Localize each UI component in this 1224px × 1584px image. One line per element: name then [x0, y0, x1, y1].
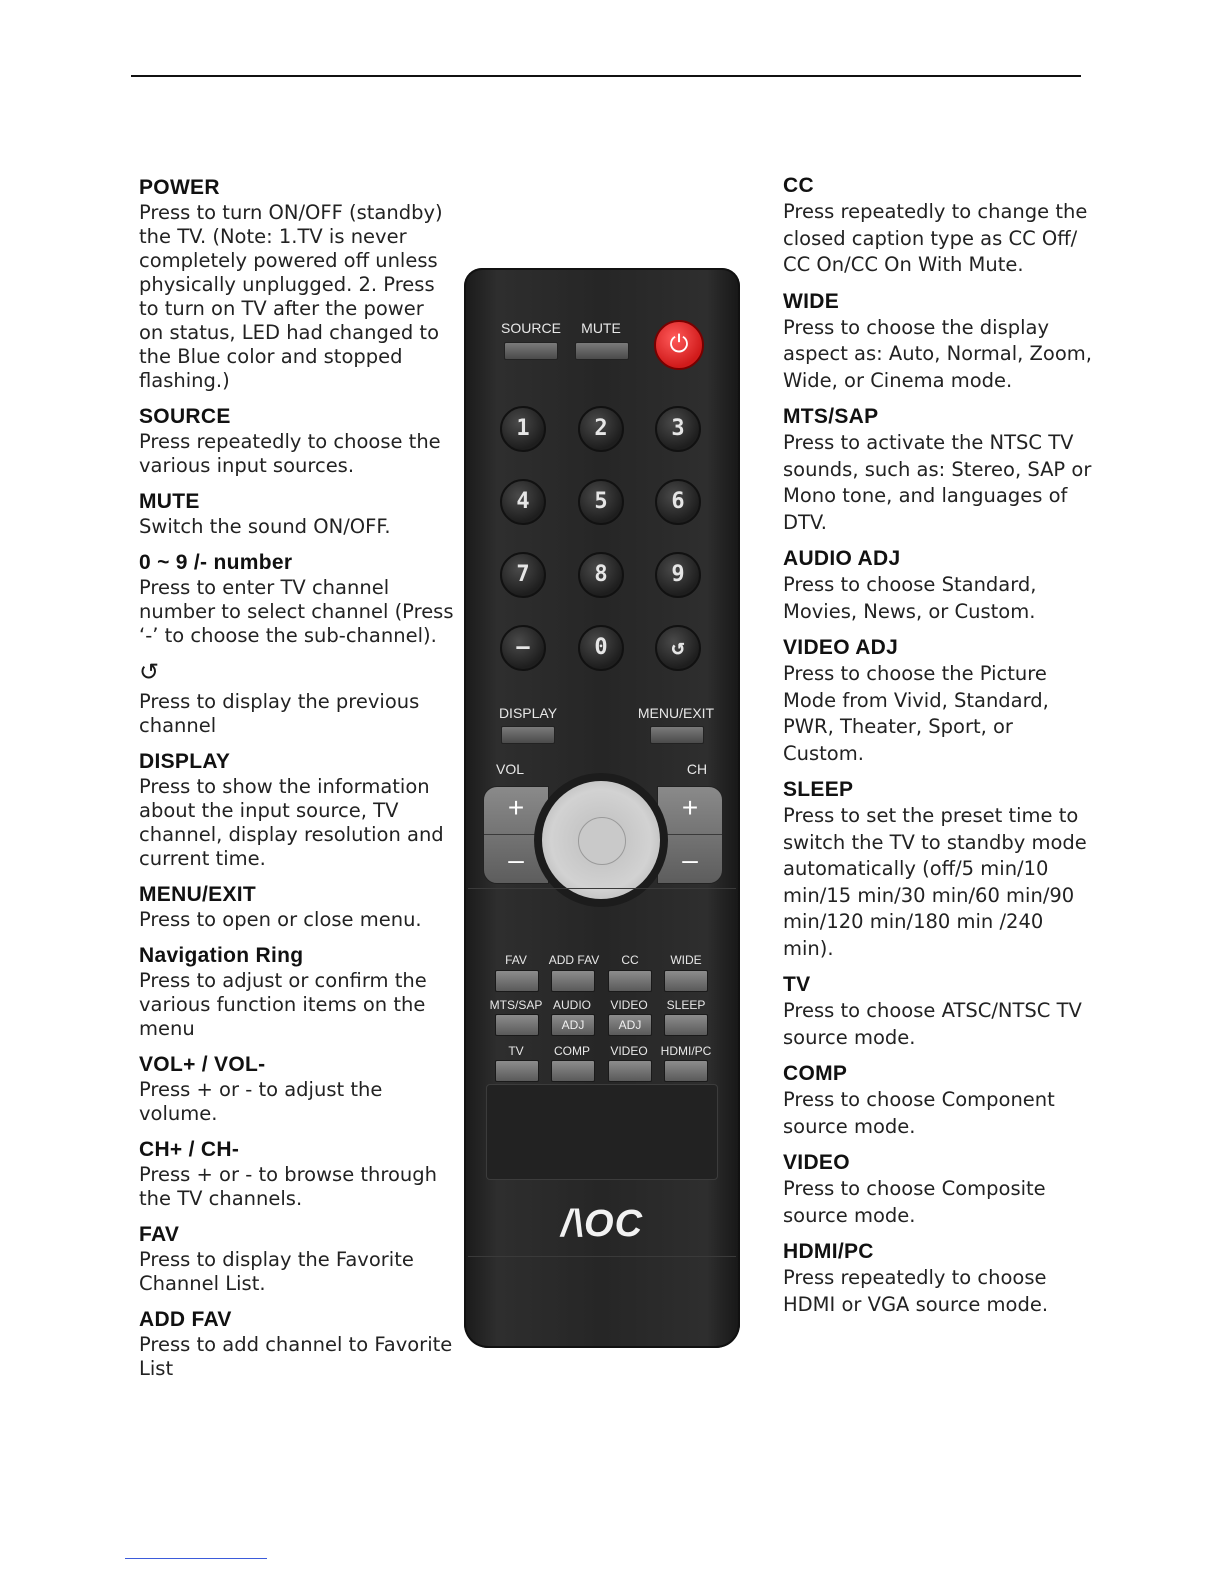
entry-title: COMP [783, 1062, 848, 1085]
remote-label-source: SOURCE [501, 320, 561, 336]
remote-label-mute: MUTE [581, 320, 621, 336]
remote-control-illustration [464, 268, 740, 1348]
entry-audio-adj [783, 545, 1093, 625]
entry-fav [139, 1221, 454, 1296]
digit-1-button[interactable]: 1 [500, 406, 546, 452]
entry-text: Press + or - to adjust the volume. [139, 1078, 383, 1125]
recall-button[interactable] [655, 625, 701, 671]
entry-channel [139, 1136, 454, 1211]
entry-text: Press to choose ATSC/NTSC TV source mode. [783, 999, 1082, 1049]
digit-7-button[interactable]: 7 [500, 552, 546, 598]
entry-title: WIDE [783, 289, 840, 313]
remote-label-vol: VOL [495, 761, 525, 777]
entry-text: Press to choose the display aspect as: Auto, Normal, Zoom, Wide, or Cinema mode. [783, 315, 1092, 392]
entry-title: VIDEO ADJ [783, 636, 899, 659]
entry-navigation-ring [139, 942, 454, 1041]
cc-button[interactable] [608, 970, 652, 992]
entry-text: Press to adjust or confirm the various function items on the menu [139, 969, 427, 1040]
wide-button[interactable] [664, 970, 708, 992]
video-button[interactable] [608, 1060, 652, 1082]
navigation-ring-center[interactable] [578, 817, 626, 865]
entry-title: HDMI/PC [783, 1240, 874, 1263]
tv-button[interactable] [495, 1060, 539, 1082]
remote-label-video-source: VIDEO [610, 1044, 648, 1058]
entry-previous-channel [139, 658, 454, 738]
sleep-button[interactable] [664, 1014, 708, 1036]
entry-hdmi-pc [783, 1238, 1093, 1318]
digit-5-button[interactable]: 5 [578, 479, 624, 525]
entry-text: Press repeatedly to choose the various input sources. [139, 430, 441, 477]
aoc-logo: /\OC [560, 1203, 644, 1245]
dash-button[interactable]: – [500, 625, 546, 671]
vol-down-button[interactable]: – [508, 844, 524, 875]
entry-text: Press + or - to browse through the TV channels. [139, 1163, 438, 1210]
entry-mts-sap [783, 403, 1093, 536]
entry-title: Navigation Ring [139, 944, 304, 967]
digit-2-button[interactable]: 2 [578, 406, 624, 452]
entry-display [139, 748, 454, 871]
digit-0-button[interactable]: 0 [578, 625, 624, 671]
remote-divider [468, 888, 736, 889]
remote-label-ch: CH [686, 761, 708, 777]
entry-title: TV [783, 973, 811, 996]
fav-button[interactable] [495, 970, 539, 992]
entry-text: Press to activate the NTSC TV sounds, such as: Stereo, SAP or Mono tone, and languages of DTV. [783, 431, 1092, 534]
entry-text: Press repeatedly to change the closed caption type as CC Off/ CC On/CC On With Mute. [783, 200, 1088, 276]
entry-number [139, 549, 454, 648]
power-icon: ⏻ [669, 331, 689, 358]
remote-label-hdmi-pc: HDMI/PC [660, 1044, 712, 1058]
digit-4-button[interactable]: 4 [500, 479, 546, 525]
digit-6-button[interactable]: 6 [655, 479, 701, 525]
remote-label-video: VIDEO [610, 998, 648, 1012]
right-column [783, 172, 1093, 1327]
entry-text: Press to choose Standard, Movies, News, or Custom. [783, 573, 1037, 623]
entry-text: Press to show the information about the input source, TV channel, display resolution and current time. [139, 775, 444, 870]
remote-label-display: DISPLAY [498, 705, 558, 721]
entry-sleep [783, 776, 1093, 962]
entry-title: MENU/EXIT [139, 883, 257, 906]
remote-label-mts-sap: MTS/SAP [489, 998, 543, 1012]
navigation-ring-outer[interactable] [542, 781, 660, 899]
digit-8-button[interactable]: 8 [578, 552, 624, 598]
entry-text: Press to turn ON/OFF (standby) the TV. (Note: 1.TV is never completely powered off unless physically unplugged. 2. Press to turn on TV after the power on status, LED had changed to the Blue color and stopped flashing.) [139, 201, 443, 392]
remote-label-comp: COMP [554, 1044, 590, 1058]
remote-label-audio: AUDIO [552, 998, 592, 1012]
digit-3-button[interactable]: 3 [655, 406, 701, 452]
entry-source [139, 403, 454, 478]
entry-title: MUTE [139, 490, 200, 513]
entry-title: SLEEP [783, 778, 854, 801]
navigation-ring[interactable] [534, 773, 668, 907]
source-button[interactable] [504, 342, 558, 360]
entry-text: Press to set the preset time to switch the TV to standby mode automatically (off/5 min/10 min/15 min/30 min/60 min/90 min/120 min/180 min /240 min). [783, 804, 1087, 960]
remote-label-add-fav: ADD FAV [548, 953, 600, 967]
remote-label-sleep: SLEEP [666, 998, 706, 1012]
entry-title: CC [783, 174, 814, 197]
entry-title: DISPLAY [139, 750, 231, 773]
entry-mute [139, 488, 454, 539]
footer-link-rule [125, 1558, 267, 1559]
entry-cc [783, 172, 1093, 279]
ch-up-button[interactable]: + [681, 792, 699, 823]
vol-up-button[interactable]: + [507, 792, 525, 823]
audio-adj-button[interactable]: ADJ [551, 1014, 595, 1036]
remote-label-wide: WIDE [670, 953, 702, 967]
entry-title: VOL+ / VOL- [139, 1053, 266, 1076]
entry-title: POWER [139, 176, 220, 199]
recall-icon: ↺ [671, 635, 685, 660]
entry-title: SOURCE [139, 405, 231, 428]
entry-text: Press repeatedly to choose HDMI or VGA source mode. [783, 1266, 1049, 1316]
ir-window [486, 1084, 718, 1180]
power-button[interactable] [654, 320, 704, 370]
entry-wide [783, 288, 1093, 395]
entry-text: Press to choose the Picture Mode from Vivid, Standard, PWR, Theater, Sport, or Custom. [783, 662, 1049, 765]
entry-text: Press to choose Component source mode. [783, 1088, 1055, 1138]
entry-title: ADD FAV [139, 1308, 232, 1331]
entry-add-fav [139, 1306, 454, 1381]
mute-button[interactable] [575, 342, 629, 360]
left-column [139, 174, 454, 1391]
entry-text: Switch the sound ON/OFF. [139, 515, 391, 538]
entry-text: Press to choose Composite source mode. [783, 1177, 1046, 1227]
entry-text: Press to display the Favorite Channel List. [139, 1248, 414, 1295]
recall-icon: ↺ [139, 659, 160, 686]
entry-title: 0 ~ 9 /- number [139, 551, 293, 574]
remote-label-cc: CC [621, 953, 639, 967]
remote-divider [468, 1256, 736, 1257]
entry-title: VIDEO [783, 1151, 850, 1174]
entry-text: Press to display the previous channel [139, 690, 420, 737]
entry-volume [139, 1051, 454, 1126]
entry-title: CH+ / CH- [139, 1138, 240, 1161]
mts-sap-button[interactable] [495, 1014, 539, 1036]
entry-tv [783, 971, 1093, 1051]
digit-9-button[interactable]: 9 [655, 552, 701, 598]
add-fav-button[interactable] [551, 970, 595, 992]
remote-label-tv: TV [508, 1044, 524, 1058]
entry-comp [783, 1060, 1093, 1140]
hdmi-pc-button[interactable] [664, 1060, 708, 1082]
entry-text: Press to enter TV channel number to select channel (Press ‘-’ to choose the sub-channel). [139, 576, 454, 647]
entry-video-adj [783, 634, 1093, 767]
display-button[interactable] [501, 726, 555, 744]
entry-title: FAV [139, 1223, 180, 1246]
entry-video [783, 1149, 1093, 1229]
entry-text: Press to add channel to Favorite List [139, 1333, 453, 1380]
entry-title: MTS/SAP [783, 405, 879, 428]
entry-power [139, 174, 454, 393]
top-rule [131, 75, 1081, 77]
menu-exit-button[interactable] [650, 726, 704, 744]
ch-down-button[interactable]: – [682, 844, 698, 875]
remote-label-fav: FAV [505, 953, 527, 967]
remote-label-menu-exit: MENU/EXIT [637, 705, 715, 721]
entry-title: AUDIO ADJ [783, 547, 901, 570]
entry-menu-exit [139, 881, 454, 932]
video-adj-button[interactable]: ADJ [608, 1014, 652, 1036]
entry-text: Press to open or close menu. [139, 908, 422, 931]
comp-button[interactable] [551, 1060, 595, 1082]
